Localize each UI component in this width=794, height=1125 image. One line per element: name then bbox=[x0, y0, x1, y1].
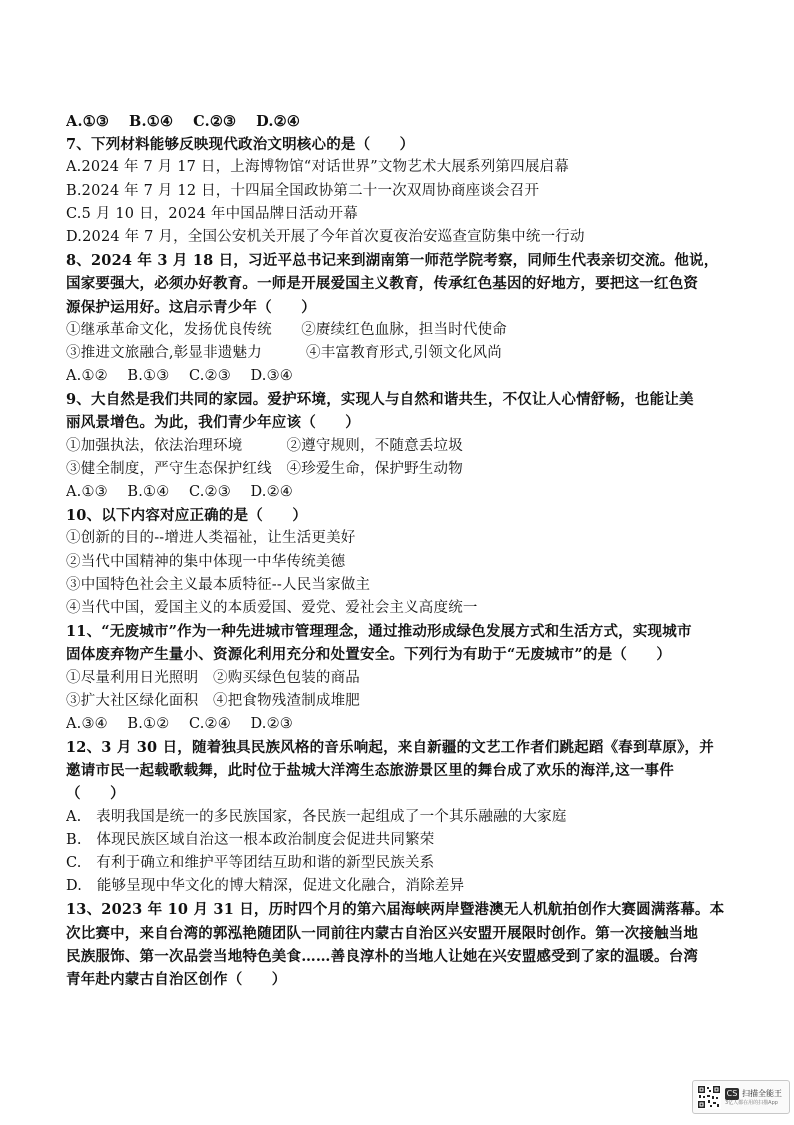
text-line: ③健全制度，严守生态保护红线 ④珍爱生命，保护野生动物 bbox=[66, 460, 463, 477]
text-line: C. 有利于确立和维护平等团结互助和谐的新型民族关系 bbox=[66, 855, 435, 871]
text-line: 青年赴内蒙古自治区创作（ ） bbox=[66, 970, 287, 988]
text-line: 13、2023 年 10 月 31 日，历时四个月的第六届海峡两岸暨港澳无人机航拍创作大赛圆满落幕。本 bbox=[66, 901, 725, 919]
text-line: ②当代中国精神的集中体现一中华传统美德 bbox=[66, 553, 346, 570]
text-line: 邀请市民一起载歌载舞，此时位于盐城大洋湾生态旅游景区里的舞台成了欢乐的海洋,这一事件 bbox=[66, 762, 674, 780]
text-line: C.5 月 10 日，2024 年中国品牌日活动开幕 bbox=[66, 205, 358, 222]
text-line: D. 能够呈现中华文化的博大精深，促进文化融合，消除差异 bbox=[66, 878, 465, 895]
text-line: A.③④ B.①② C.②④ D.②③ bbox=[66, 715, 293, 732]
text-line: A.①③ B.①④ C.②③ D.②④ bbox=[66, 484, 293, 500]
camscanner-watermark bbox=[692, 1080, 790, 1114]
text-line: ①加强执法，依法治理环境 ②遵守规则，不随意丢垃圾 bbox=[66, 437, 463, 454]
qr-code-icon bbox=[697, 1085, 721, 1109]
text-line: D.2024 年 7 月，全国公安机关开展了今年首次夏夜治安巡查宣防集中统一行动 bbox=[66, 228, 585, 245]
text-line: B.2024 年 7 月 12 日，十四届全国政协第二十一次双周协商座谈会召开 bbox=[66, 182, 540, 199]
camscanner-logo-icon: CS bbox=[726, 1088, 738, 1098]
text-line: ③中国特色社会主义最本质特征--人民当家做主 bbox=[66, 576, 371, 593]
text-line: A.①② B.①③ C.②③ D.③④ bbox=[66, 368, 293, 385]
text-line: 11、“无废城市”作为一种先进城市管理理念，通过推动形成绿色发展方式和生活方式，实现城市 bbox=[66, 623, 692, 641]
text-line: ④当代中国，爱国主义的本质爱国、爱党、爱社会主义高度统一 bbox=[66, 599, 478, 616]
text-line: ③推进文旅融合,彰显非遗魅力 ④丰富教育形式,引领文化风尚 bbox=[66, 344, 502, 361]
text-line: ①继承革命文化，发扬优良传统 ②赓续红色血脉，担当时代使命 bbox=[66, 321, 507, 338]
text-line: 12、3 月 30 日，随着独具民族风格的音乐响起，来自新疆的文艺工作者们跳起蹈《春到草原》，并 bbox=[66, 739, 714, 757]
text-line: 7、下列材料能够反映现代政治文明核心的是（ ） bbox=[66, 136, 415, 154]
text-line: （ ） bbox=[66, 785, 125, 803]
text-line: ③扩大社区绿化面积 ④把食物残渣制成堆肥 bbox=[66, 692, 360, 709]
text-line: 10、以下内容对应正确的是（ ） bbox=[66, 507, 308, 525]
watermark-subtitle: 3亿人都在用的扫描App bbox=[725, 1099, 778, 1106]
text-line: 8、2024 年 3 月 18 日，习近平总书记来到湖南第一师范学院考察，同师生代表亲切交流。他说， bbox=[66, 252, 719, 270]
text-line: A.2024 年 7 月 17 日，上海博物馆“对话世界”文物艺术大展系列第四展启幕 bbox=[66, 159, 569, 176]
text-line: 国家要强大，必须办好教育。一师是开展爱国主义教育，传承红色基因的好地方，要把这一红色资 bbox=[66, 275, 699, 293]
text-line: 固体废弃物产生量小、资源化利用充分和处置安全。下列行为有助于“无废城市”的是（ ） bbox=[66, 646, 672, 664]
text-line: 源保护运用好。这启示青少年（ ） bbox=[66, 298, 316, 316]
text-line: A. 表明我国是统一的多民族国家，各民族一起组成了一个其乐融融的大家庭 bbox=[66, 808, 567, 825]
text-line: 9、大自然是我们共同的家园。爱护环境，实现人与自然和谐共生，不仅让人心情舒畅，也能让美 bbox=[66, 391, 694, 409]
question-content bbox=[66, 110, 756, 991]
text-line: ①创新的目的--增进人类福祉，让生活更美好 bbox=[66, 530, 356, 547]
text-line: A.①③ B.①④ C.②③ D.②④ bbox=[66, 113, 301, 130]
text-line: ①尽量利用日光照明 ②购买绿色包装的商品 bbox=[66, 669, 360, 686]
watermark-title: 扫描全能王 bbox=[742, 1088, 782, 1098]
text-line: 民族服饰、第一次品尝当地特色美食……善良淳朴的当地人让她在兴安盟感受到了家的温暖。台湾 bbox=[66, 947, 699, 965]
text-line: B. 体现民族区域自治这一根本政治制度会促进共同繁荣 bbox=[66, 831, 435, 848]
text-line: 丽风景增色。为此，我们青少年应该（ ） bbox=[66, 414, 360, 432]
text-line: 次比赛中，来自台湾的郭泓艳随团队一同前往内蒙古自治区兴安盟开展限时创作。第一次接触当地 bbox=[66, 924, 699, 942]
